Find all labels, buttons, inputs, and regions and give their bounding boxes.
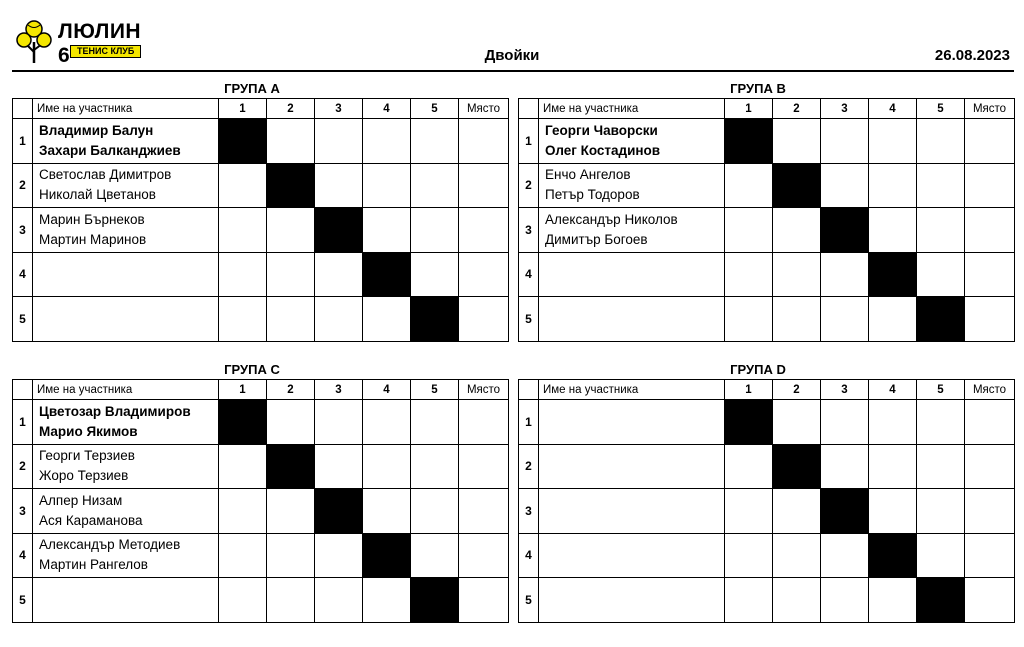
participant-cell[interactable] — [539, 208, 725, 253]
score-cell[interactable] — [821, 533, 869, 578]
score-cell[interactable] — [411, 163, 459, 208]
player-two-name: Ася Караманова — [39, 512, 143, 528]
header-opponent-5: 5 — [917, 380, 965, 400]
header-opponent-1: 1 — [219, 380, 267, 400]
header-opponent-5: 5 — [411, 99, 459, 119]
score-cell[interactable] — [821, 252, 869, 297]
participant-cell[interactable] — [539, 489, 725, 534]
row-number: 1 — [13, 400, 33, 445]
self-match-blocked-cell — [267, 444, 315, 489]
place-cell[interactable] — [965, 297, 1015, 342]
score-cell[interactable] — [315, 578, 363, 623]
score-cell[interactable] — [267, 252, 315, 297]
score-cell[interactable] — [773, 119, 821, 164]
participant-cell[interactable] — [33, 252, 219, 297]
score-cell[interactable] — [869, 163, 917, 208]
participant-cell[interactable] — [33, 578, 219, 623]
row-number: 4 — [519, 533, 539, 578]
place-cell[interactable] — [965, 163, 1015, 208]
page-header — [0, 0, 1024, 72]
player-one-name: Светослав Димитров — [39, 167, 172, 183]
place-cell[interactable] — [459, 400, 509, 445]
score-cell[interactable] — [773, 208, 821, 253]
score-cell[interactable] — [411, 208, 459, 253]
table-row — [519, 208, 1015, 253]
player-one-name: Марин Бърнеков — [39, 211, 145, 227]
header-opponent-4: 4 — [363, 99, 411, 119]
self-match-blocked-cell — [869, 533, 917, 578]
score-cell[interactable] — [725, 578, 773, 623]
header-blank-cell — [13, 380, 33, 400]
header-participant-name: Име на участника — [33, 99, 219, 119]
event-date: 26.08.2023 — [934, 47, 1010, 64]
row-number: 5 — [519, 578, 539, 623]
player-one-name: Владимир Балун — [39, 122, 154, 138]
player-two-name: Димитър Богоев — [545, 231, 648, 247]
logo-subtitle: ТЕНИС КЛУБ — [70, 45, 141, 58]
group-table — [12, 379, 509, 623]
header-place: Място — [965, 380, 1015, 400]
score-cell[interactable] — [725, 489, 773, 534]
score-cell[interactable] — [363, 578, 411, 623]
participant-cell[interactable] — [33, 163, 219, 208]
table-row — [13, 533, 509, 578]
header-opponent-1: 1 — [725, 99, 773, 119]
participant-cell[interactable] — [33, 208, 219, 253]
score-cell[interactable] — [869, 400, 917, 445]
score-cell[interactable] — [267, 119, 315, 164]
header-opponent-5: 5 — [917, 99, 965, 119]
score-cell[interactable] — [821, 297, 869, 342]
place-cell[interactable] — [965, 444, 1015, 489]
place-cell[interactable] — [459, 119, 509, 164]
score-cell[interactable] — [267, 578, 315, 623]
score-cell[interactable] — [411, 252, 459, 297]
score-cell[interactable] — [315, 163, 363, 208]
place-cell[interactable] — [965, 533, 1015, 578]
self-match-blocked-cell — [821, 208, 869, 253]
table-header-row — [519, 99, 1015, 119]
score-cell[interactable] — [917, 444, 965, 489]
score-cell[interactable] — [725, 208, 773, 253]
score-cell[interactable] — [917, 252, 965, 297]
row-number: 5 — [13, 578, 33, 623]
player-one-name: Александър Методиев — [39, 537, 181, 553]
header-opponent-1: 1 — [725, 380, 773, 400]
participant-cell[interactable] — [539, 163, 725, 208]
place-cell[interactable] — [459, 208, 509, 253]
score-cell[interactable] — [267, 533, 315, 578]
self-match-blocked-cell — [869, 252, 917, 297]
score-cell[interactable] — [773, 400, 821, 445]
group-a — [12, 80, 508, 342]
header-blank-cell — [13, 99, 33, 119]
score-cell[interactable] — [219, 297, 267, 342]
header-participant-name: Име на участника — [539, 99, 725, 119]
self-match-blocked-cell — [267, 163, 315, 208]
score-cell[interactable] — [315, 119, 363, 164]
score-cell[interactable] — [917, 163, 965, 208]
group-c — [12, 361, 508, 623]
table-row — [519, 533, 1015, 578]
table-row — [519, 489, 1015, 534]
self-match-blocked-cell — [917, 578, 965, 623]
score-cell[interactable] — [869, 578, 917, 623]
score-cell[interactable] — [219, 489, 267, 534]
score-cell[interactable] — [725, 163, 773, 208]
score-cell[interactable] — [363, 163, 411, 208]
score-cell[interactable] — [821, 163, 869, 208]
table-row — [13, 297, 509, 342]
header-participant-name: Име на участника — [33, 380, 219, 400]
score-cell[interactable] — [363, 400, 411, 445]
row-number: 4 — [13, 252, 33, 297]
score-cell[interactable] — [411, 533, 459, 578]
table-header-row — [13, 99, 509, 119]
place-cell[interactable] — [459, 252, 509, 297]
header-blank-cell — [519, 99, 539, 119]
table-row — [519, 252, 1015, 297]
row-number: 1 — [519, 119, 539, 164]
score-cell[interactable] — [219, 444, 267, 489]
row-number: 2 — [519, 163, 539, 208]
player-one-name: Георги Чаворски — [545, 122, 658, 138]
group-table — [518, 379, 1015, 623]
header-opponent-3: 3 — [821, 380, 869, 400]
self-match-blocked-cell — [411, 297, 459, 342]
score-cell[interactable] — [773, 578, 821, 623]
score-cell[interactable] — [725, 444, 773, 489]
header-opponent-2: 2 — [773, 380, 821, 400]
table-row — [13, 578, 509, 623]
table-row — [519, 163, 1015, 208]
score-cell[interactable] — [219, 533, 267, 578]
participant-cell[interactable] — [539, 119, 725, 164]
place-cell[interactable] — [965, 400, 1015, 445]
place-cell[interactable] — [459, 489, 509, 534]
self-match-blocked-cell — [821, 489, 869, 534]
self-match-blocked-cell — [315, 489, 363, 534]
place-cell[interactable] — [965, 578, 1015, 623]
group-title: ГРУПА C — [224, 362, 280, 377]
score-cell[interactable] — [219, 163, 267, 208]
score-cell[interactable] — [267, 297, 315, 342]
score-cell[interactable] — [869, 208, 917, 253]
score-cell[interactable] — [917, 489, 965, 534]
header-opponent-4: 4 — [869, 99, 917, 119]
table-row — [13, 208, 509, 253]
participant-cell[interactable] — [33, 489, 219, 534]
participant-cell[interactable] — [539, 297, 725, 342]
score-cell[interactable] — [773, 489, 821, 534]
row-number: 4 — [13, 533, 33, 578]
score-cell[interactable] — [363, 119, 411, 164]
player-one-name: Енчо Ангелов — [545, 167, 631, 183]
row-number: 3 — [519, 489, 539, 534]
header-opponent-4: 4 — [363, 380, 411, 400]
score-cell[interactable] — [411, 119, 459, 164]
score-cell[interactable] — [267, 400, 315, 445]
score-cell[interactable] — [725, 297, 773, 342]
score-cell[interactable] — [315, 400, 363, 445]
header-participant-name: Име на участника — [539, 380, 725, 400]
group-table — [518, 98, 1015, 342]
score-cell[interactable] — [411, 444, 459, 489]
row-number: 2 — [13, 163, 33, 208]
score-cell[interactable] — [267, 208, 315, 253]
player-two-name: Захари Балканджиев — [39, 142, 181, 158]
table-row — [13, 163, 509, 208]
score-cell[interactable] — [821, 444, 869, 489]
row-number: 1 — [13, 119, 33, 164]
place-cell[interactable] — [965, 252, 1015, 297]
table-row — [13, 489, 509, 534]
table-row — [13, 119, 509, 164]
row-number: 2 — [13, 444, 33, 489]
participant-cell[interactable] — [33, 119, 219, 164]
table-row — [13, 252, 509, 297]
participant-cell[interactable] — [539, 252, 725, 297]
place-cell[interactable] — [965, 208, 1015, 253]
self-match-blocked-cell — [363, 533, 411, 578]
self-match-blocked-cell — [725, 119, 773, 164]
group-title: ГРУПА D — [730, 362, 786, 377]
self-match-blocked-cell — [725, 400, 773, 445]
place-cell[interactable] — [459, 163, 509, 208]
score-cell[interactable] — [363, 489, 411, 534]
header-opponent-2: 2 — [773, 99, 821, 119]
participant-cell[interactable] — [539, 444, 725, 489]
player-two-name: Мартин Рангелов — [39, 557, 148, 573]
row-number: 1 — [519, 400, 539, 445]
player-one-name: Георги Терзиев — [39, 448, 135, 464]
row-number: 5 — [13, 297, 33, 342]
score-cell[interactable] — [869, 297, 917, 342]
player-two-name: Мартин Маринов — [39, 231, 147, 247]
header-place: Място — [459, 380, 509, 400]
player-one-name: Алпер Низам — [39, 492, 123, 508]
score-cell[interactable] — [821, 578, 869, 623]
participant-cell[interactable] — [539, 533, 725, 578]
score-cell[interactable] — [219, 208, 267, 253]
header-opponent-3: 3 — [315, 99, 363, 119]
table-row — [13, 400, 509, 445]
row-number: 3 — [13, 208, 33, 253]
score-cell[interactable] — [363, 444, 411, 489]
page-title: Двойки — [484, 47, 540, 64]
header-blank-cell — [519, 380, 539, 400]
table-header-row — [13, 380, 509, 400]
score-cell[interactable] — [315, 297, 363, 342]
row-number: 5 — [519, 297, 539, 342]
score-cell[interactable] — [917, 400, 965, 445]
header-opponent-5: 5 — [411, 380, 459, 400]
score-cell[interactable] — [869, 489, 917, 534]
player-two-name: Жоро Терзиев — [39, 468, 129, 484]
score-cell[interactable] — [917, 533, 965, 578]
score-cell[interactable] — [267, 489, 315, 534]
place-cell[interactable] — [459, 444, 509, 489]
place-cell[interactable] — [965, 489, 1015, 534]
logo-title: ЛЮЛИН 6 — [58, 20, 142, 67]
table-row — [519, 444, 1015, 489]
row-number: 3 — [13, 489, 33, 534]
participant-cell[interactable] — [33, 297, 219, 342]
place-cell[interactable] — [459, 578, 509, 623]
place-cell[interactable] — [459, 533, 509, 578]
score-cell[interactable] — [219, 252, 267, 297]
score-cell[interactable] — [363, 208, 411, 253]
score-cell[interactable] — [411, 489, 459, 534]
header-opponent-1: 1 — [219, 99, 267, 119]
table-row — [519, 119, 1015, 164]
score-cell[interactable] — [821, 119, 869, 164]
player-two-name: Олег Костадинов — [545, 142, 661, 158]
score-cell[interactable] — [725, 252, 773, 297]
participant-cell[interactable] — [33, 444, 219, 489]
group-table — [12, 98, 509, 342]
player-one-name: Цветозар Владимиров — [39, 403, 191, 419]
header-place: Място — [459, 99, 509, 119]
score-cell[interactable] — [315, 533, 363, 578]
table-row — [519, 297, 1015, 342]
score-cell[interactable] — [315, 444, 363, 489]
score-cell[interactable] — [219, 578, 267, 623]
group-b — [518, 80, 1014, 342]
row-number: 4 — [519, 252, 539, 297]
player-one-name: Александър Николов — [545, 211, 678, 227]
self-match-blocked-cell — [219, 400, 267, 445]
row-number: 3 — [519, 208, 539, 253]
score-cell[interactable] — [821, 400, 869, 445]
score-cell[interactable] — [363, 297, 411, 342]
header-divider — [12, 70, 1014, 72]
score-cell[interactable] — [917, 208, 965, 253]
place-cell[interactable] — [459, 297, 509, 342]
self-match-blocked-cell — [917, 297, 965, 342]
self-match-blocked-cell — [773, 444, 821, 489]
player-two-name: Петър Тодоров — [545, 187, 640, 203]
header-opponent-2: 2 — [267, 380, 315, 400]
score-cell[interactable] — [869, 119, 917, 164]
participant-cell[interactable] — [33, 400, 219, 445]
table-row — [519, 578, 1015, 623]
score-cell[interactable] — [773, 252, 821, 297]
row-number: 2 — [519, 444, 539, 489]
self-match-blocked-cell — [363, 252, 411, 297]
score-cell[interactable] — [773, 297, 821, 342]
table-header-row — [519, 380, 1015, 400]
header-opponent-4: 4 — [869, 380, 917, 400]
participant-cell[interactable] — [539, 578, 725, 623]
table-row — [519, 400, 1015, 445]
self-match-blocked-cell — [411, 578, 459, 623]
score-cell[interactable] — [725, 533, 773, 578]
score-cell[interactable] — [917, 119, 965, 164]
header-place: Място — [965, 99, 1015, 119]
place-cell[interactable] — [965, 119, 1015, 164]
group-d — [518, 361, 1014, 623]
player-two-name: Марио Якимов — [39, 423, 138, 439]
score-cell[interactable] — [869, 444, 917, 489]
player-two-name: Николай Цветанов — [39, 187, 156, 203]
header-opponent-3: 3 — [315, 380, 363, 400]
participant-cell[interactable] — [539, 400, 725, 445]
score-cell[interactable] — [315, 252, 363, 297]
score-cell[interactable] — [773, 533, 821, 578]
self-match-blocked-cell — [219, 119, 267, 164]
self-match-blocked-cell — [773, 163, 821, 208]
header-opponent-2: 2 — [267, 99, 315, 119]
score-cell[interactable] — [411, 400, 459, 445]
group-title: ГРУПА A — [224, 81, 280, 96]
header-opponent-3: 3 — [821, 99, 869, 119]
table-row — [13, 444, 509, 489]
group-title: ГРУПА B — [730, 81, 786, 96]
self-match-blocked-cell — [315, 208, 363, 253]
participant-cell[interactable] — [33, 533, 219, 578]
